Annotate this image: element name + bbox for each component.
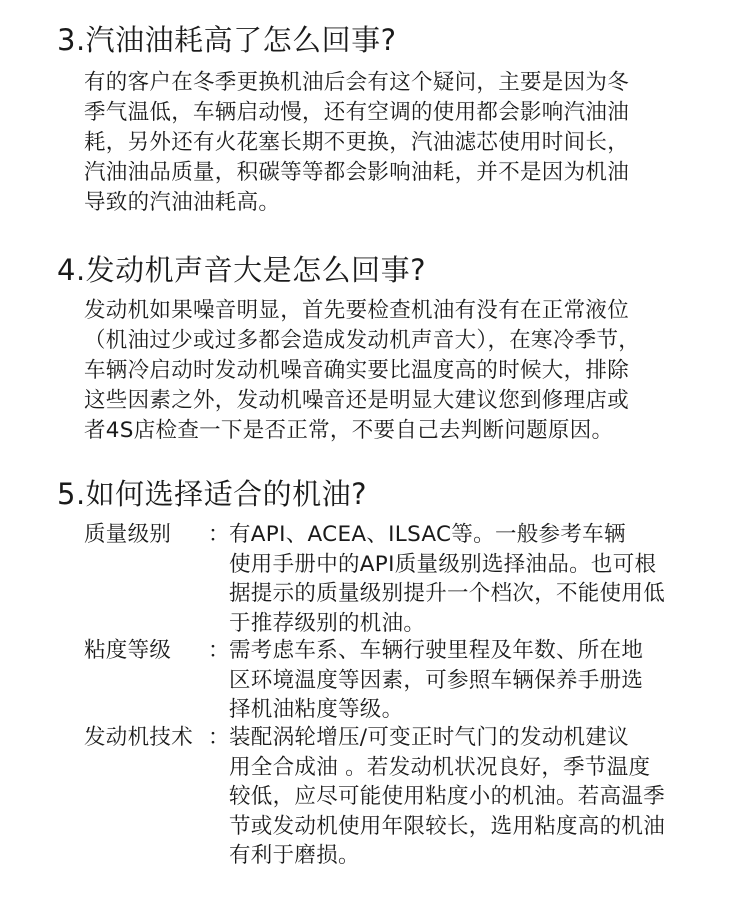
criteria-colon: ： (208, 725, 230, 750)
paragraph-line: 有的客户在冬季更换机油后会有这个疑问，主要是因为冬 (84, 70, 630, 95)
paragraph-line: （机油过少或过多都会造成发动机声音大），在寒冷季节， (84, 328, 641, 353)
criteria-label: 发动机技术 (84, 725, 194, 750)
criteria-value-line: 据提示的质量级别提升一个档次，不能使用低 (229, 581, 666, 606)
criteria-value (229, 520, 714, 638)
criteria-label: 质量级别 (84, 522, 172, 547)
criteria-value-line: 节或发动机使用年限较长，选用粘度高的机油 (229, 813, 666, 839)
criteria-value-line: 于推荐级别的机油。 (229, 610, 426, 636)
criteria-label: 粘度等级 (84, 638, 172, 663)
paragraph-line: 耗，另外还有火花塞长期不更换，汽油滤芯使用时间长， (84, 130, 630, 155)
criteria-value-line: 用全合成油 。若发动机状况良好，季节温度 (229, 754, 651, 780)
paragraph-line: 者4S店检查一下是否正常，不要自己去判断问题原因。 (84, 418, 614, 443)
paragraph-line: 季气温低，车辆启动慢，还有空调的使用都会影响汽油油 (84, 100, 630, 125)
criteria-value-line: 择机油粘度等级。 (229, 697, 404, 722)
section-heading: 5.如何选择适合的机油? (57, 477, 368, 511)
criteria-value-line: 使用手册中的API质量级别选择油品。也可根 (229, 551, 657, 577)
criteria-value-line: 较低，应尽可能使用粘度小的机油。若高温季 (229, 784, 666, 809)
criteria-value-line: 有API、ACEA、ILSAC等。一般参考车辆 (229, 522, 626, 547)
criteria-colon: ： (208, 638, 230, 663)
section-heading: 3.汽油油耗高了怎么回事? (57, 23, 397, 57)
criteria-value (229, 723, 714, 871)
paragraph-line: 导致的汽油油耗高。 (84, 190, 281, 215)
paragraph-line: 发动机如果噪音明显，首先要检查机油有没有在正常液位 (84, 298, 630, 323)
criteria-value-line: 需考虑车系、车辆行驶里程及年数、所在地 (229, 638, 644, 663)
criteria-value-line: 区环境温度等因素，可参照车辆保养手册选 (229, 667, 644, 693)
criteria-colon: ： (208, 522, 230, 547)
section-paragraph (84, 296, 710, 446)
criteria-value-line: 装配涡轮增压/可变正时气门的发动机建议 (229, 725, 629, 750)
section-paragraph (84, 68, 710, 218)
paragraph-line: 这些因素之外，发动机噪音还是明显大建议您到修理店或 (84, 388, 630, 413)
criteria-value (229, 636, 714, 725)
criteria-value-line: 有利于磨损。 (229, 843, 360, 868)
paragraph-line: 车辆冷启动时发动机噪音确实要比温度高的时候大，排除 (84, 358, 630, 383)
paragraph-line: 汽油油品质量，积碳等等都会影响油耗，并不是因为机油 (84, 160, 630, 185)
section-heading: 4.发动机声音大是怎么回事? (57, 253, 427, 287)
